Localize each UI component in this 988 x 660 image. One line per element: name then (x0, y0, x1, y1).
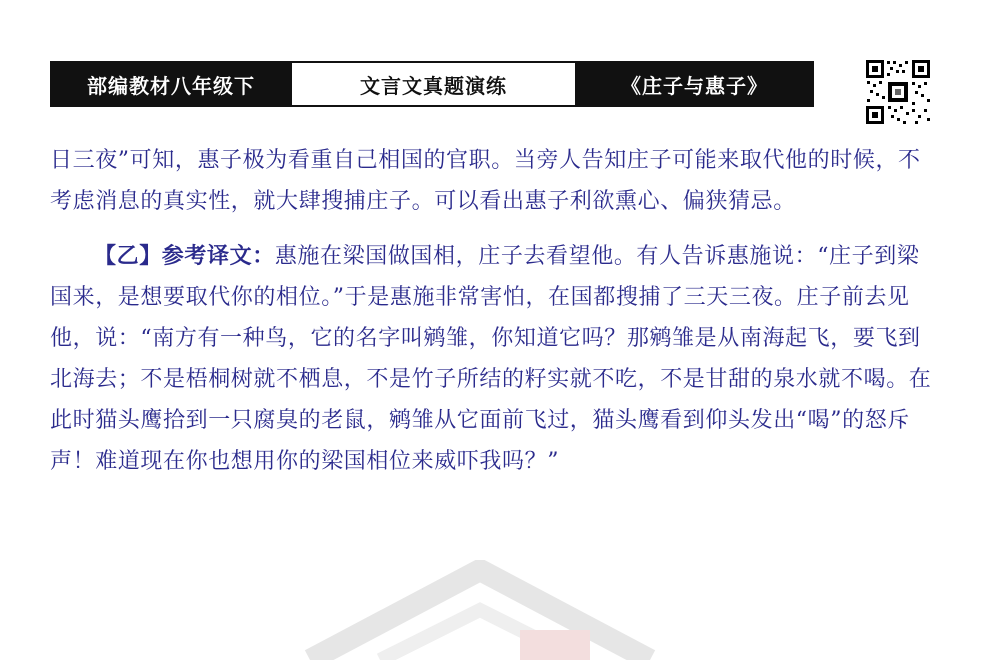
header-textbook-label: 部编教材八年级下 (52, 63, 290, 105)
header-bar (50, 61, 814, 107)
translation-text: 惠施在梁国做国相，庄子去看望他。有人告诉惠施说：“庄子到梁国来，是想要取代你的相位。”于是惠施非常害怕，在国都搜捕了三天三夜。庄子前去见他，说：“南方有一种鸟，它的名字叫鹓雏，你知道它吗？那鹓雏是从南海起飞，要飞到北海去；不是梧桐树就不栖息，不是竹子所结的籽实就不吃，不是甘甜的泉水就不喝。在此时猫头鹰拾到一只腐臭的老鼠，鹓雏从它面前飞过，猫头鹰看到仰头发出“喝”的怒斥声！难道现在你也想用你的梁国相位来威吓我吗？” (50, 244, 932, 474)
qr-code-icon[interactable] (864, 58, 932, 126)
answer-content (50, 140, 942, 482)
watermark-logo-icon (290, 560, 670, 660)
header-lesson-title: 《庄子与惠子》 (577, 63, 812, 105)
header-section-title: 文言文真题演练 (290, 63, 577, 105)
translation-paragraph (50, 236, 942, 482)
analysis-paragraph: 日三夜”可知，惠子极为看重自己相国的官职。当旁人告知庄子可能来取代他的时候，不考虑消息的真实性，就大肆搜捕庄子。可以看出惠子利欲熏心、偏狭猜忌。 (50, 148, 921, 214)
translation-label: 【乙】参考译文： (94, 243, 275, 269)
